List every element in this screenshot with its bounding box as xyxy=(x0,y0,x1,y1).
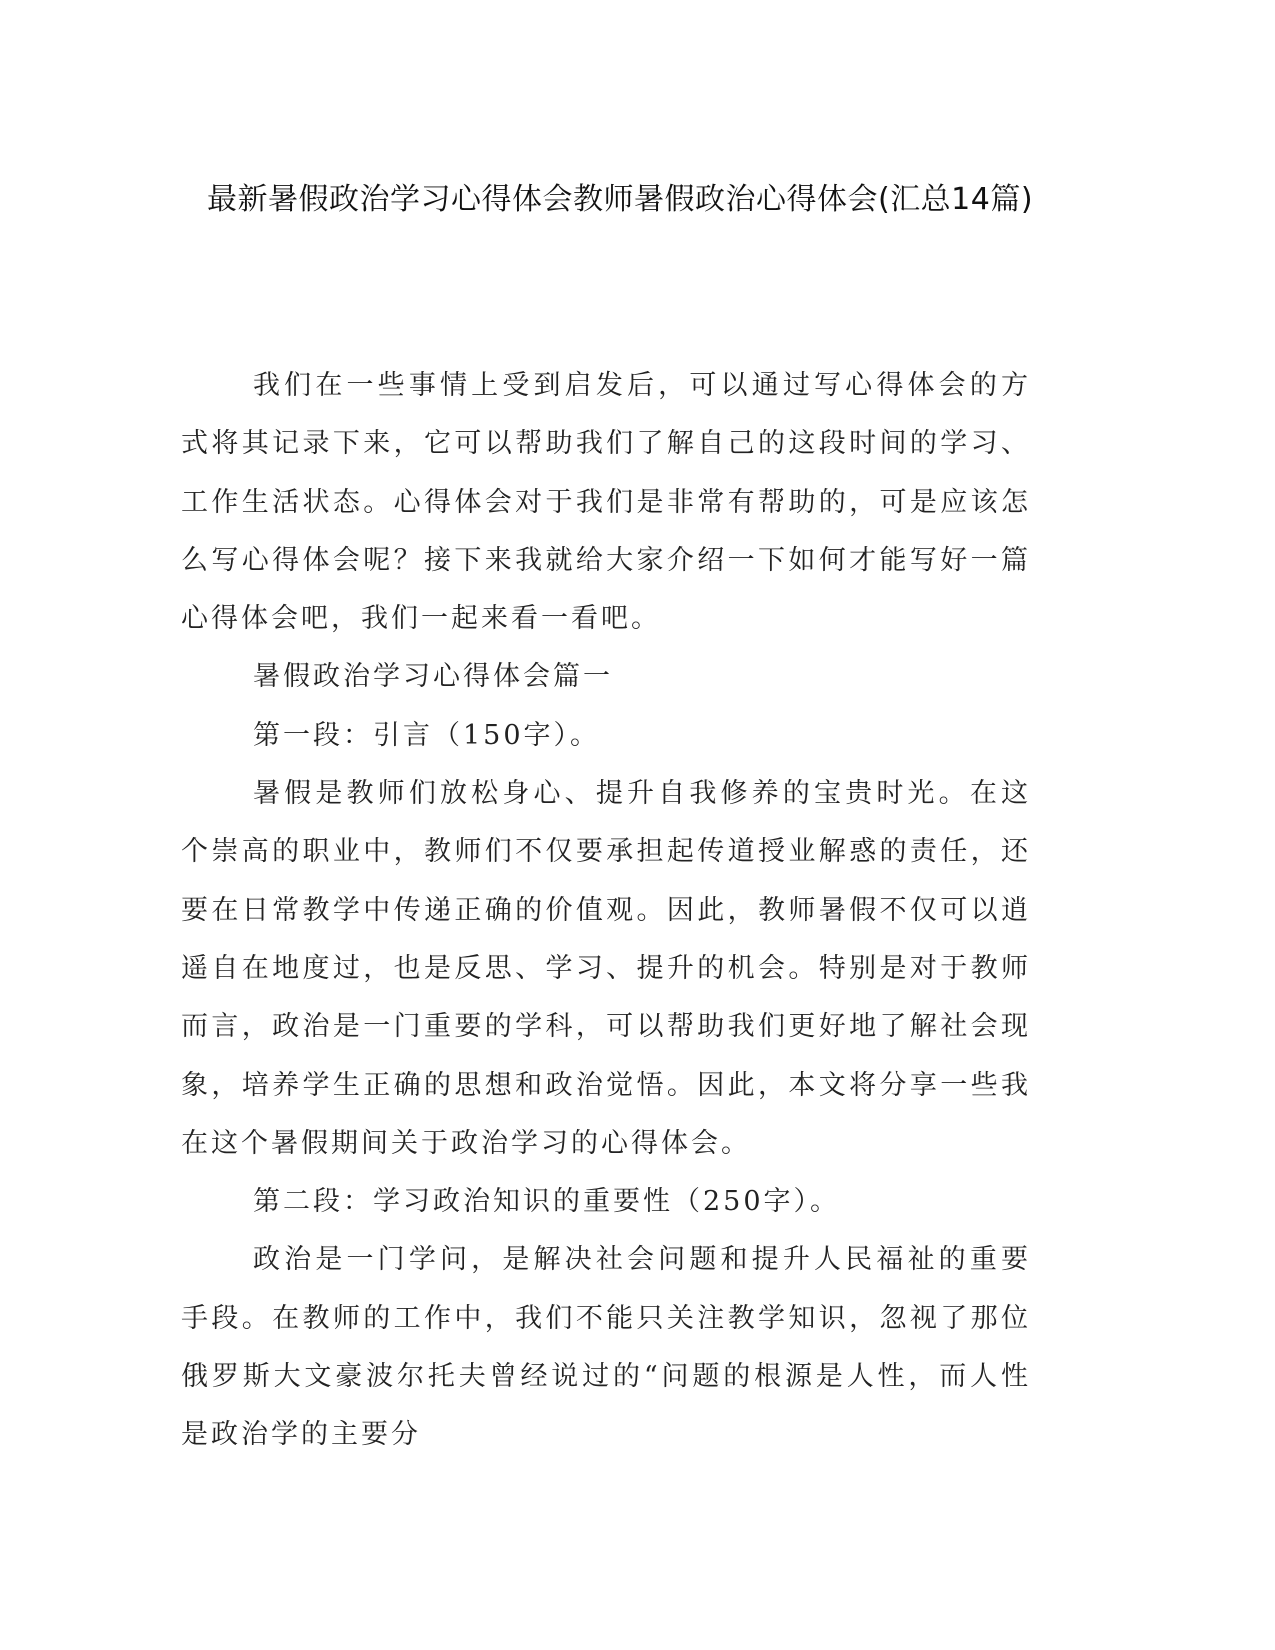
subheading-introduction: 第一段：引言（150字）。 xyxy=(253,719,601,751)
intro-paragraph: 我们在一些事情上受到启发后，可以通过写心得体会的方式将其记录下来，它可以帮助我们了解自己的这段时间的学习、工作生活状态。心得体会对于我们是非常有帮助的，可是应该怎么写心得体会呢？接下来我就给大家介绍一下如何才能写好一篇心得体会吧，我们一起来看一看吧。 xyxy=(181,370,1031,635)
subheading-importance: 第二段：学习政治知识的重要性（250字）。 xyxy=(253,1186,841,1218)
body-paragraph-introduction: 暑假是教师们放松身心、提升自我修养的宝贵时光。在这个崇高的职业中，教师们不仅要承担起传道授业解惑的责任，还要在日常教学中传递正确的价值观。因此，教师暑假不仅可以逍遥自在地度过，也是反思、学习、提升的机会。特别是对于教师而言，政治是一门重要的学科，可以帮助我们更好地了解社会现象，培养学生正确的思想和政治觉悟。因此，本文将分享一些我在这个暑假期间关于政治学习的心得体会。 xyxy=(181,778,1031,1159)
section-heading-part-one: 暑假政治学习心得体会篇一 xyxy=(253,661,613,693)
body-paragraph-importance: 政治是一门学问，是解决社会问题和提升人民福祉的重要手段。在教师的工作中，我们不能只关注教学知识，忽视了那位俄罗斯大文豪波尔托夫曾经说过的“问题的根源是人性，而人性是政治学的主要分 xyxy=(181,1244,1031,1451)
document-body xyxy=(181,357,1031,1465)
document-title: 最新暑假政治学习心得体会教师暑假政治心得体会(汇总14篇) xyxy=(206,182,1034,217)
